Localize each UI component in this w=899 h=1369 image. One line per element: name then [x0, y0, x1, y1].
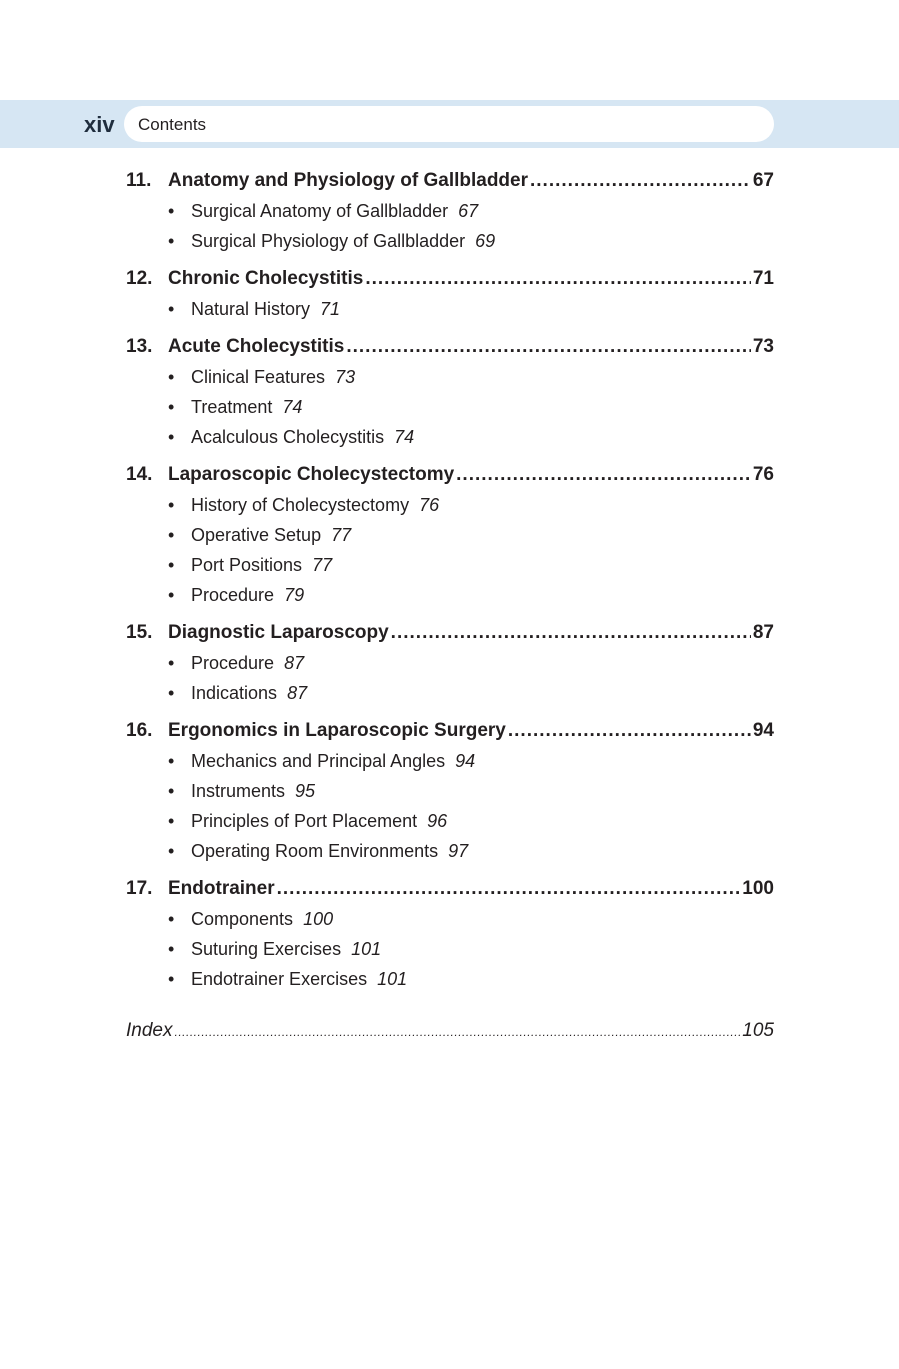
section-page-number: 101 — [377, 969, 408, 989]
bullet-icon: • — [168, 751, 175, 771]
chapter-entry — [126, 264, 774, 324]
section-title: History of Cholecystectomy — [191, 495, 410, 515]
bullet-icon: • — [168, 939, 175, 959]
chapter-title: Acute Cholecystitis — [168, 336, 345, 357]
page-number: xiv — [84, 112, 115, 137]
bullet-icon: • — [168, 683, 175, 703]
section-page-number: 67 — [458, 201, 479, 221]
chapter-title: Endotrainer — [168, 878, 275, 899]
header-title-pill — [124, 106, 774, 142]
section-page-number: 77 — [331, 525, 352, 545]
table-of-contents — [126, 166, 774, 1047]
bullet-icon: • — [168, 555, 175, 575]
section-item[interactable] — [126, 196, 774, 226]
chapter-heading[interactable] — [126, 166, 774, 196]
bullet-icon: • — [168, 653, 175, 673]
bullet-icon: • — [168, 231, 175, 251]
index-label: Index — [126, 1020, 173, 1041]
dot-leader — [530, 166, 751, 196]
chapter-number: 16. — [126, 720, 153, 741]
section-item[interactable] — [126, 904, 774, 934]
running-header-title: Contents — [138, 115, 207, 134]
section-page-number: 77 — [312, 555, 333, 575]
section-page-number: 87 — [287, 683, 308, 703]
chapter-number: 12. — [126, 268, 153, 289]
section-title: Instruments — [191, 781, 286, 801]
section-page-number: 79 — [284, 585, 305, 605]
chapter-entry — [126, 874, 774, 994]
dot-leader — [508, 716, 751, 746]
bullet-icon: • — [168, 397, 175, 417]
chapter-heading[interactable] — [126, 460, 774, 490]
section-title: Surgical Anatomy of Gallbladder — [191, 201, 449, 221]
chapter-entry — [126, 166, 774, 256]
section-title: Components — [191, 909, 294, 929]
section-title: Port Positions — [191, 555, 303, 575]
section-page-number: 101 — [351, 939, 382, 959]
index-entry[interactable] — [126, 1016, 774, 1047]
section-title: Procedure — [191, 585, 275, 605]
bullet-icon: • — [168, 841, 175, 861]
dot-leader — [174, 1017, 740, 1047]
section-item[interactable] — [126, 362, 774, 392]
chapter-heading[interactable] — [126, 716, 774, 746]
chapter-entry — [126, 618, 774, 708]
chapter-number: 15. — [126, 622, 153, 643]
section-title: Natural History — [191, 299, 311, 319]
section-item[interactable] — [126, 678, 774, 708]
chapter-page-number: 73 — [752, 336, 774, 357]
section-title: Operating Room Environments — [191, 841, 439, 861]
chapter-page-number: 87 — [752, 622, 774, 643]
section-title: Operative Setup — [191, 525, 322, 545]
chapter-entry — [126, 716, 774, 866]
section-title: Principles of Port Placement — [191, 811, 418, 831]
section-list — [126, 648, 774, 708]
dot-leader — [365, 264, 751, 294]
section-page-number: 74 — [394, 427, 415, 447]
section-title: Suturing Exercises — [191, 939, 342, 959]
chapter-number: 13. — [126, 336, 153, 357]
bullet-icon: • — [168, 299, 175, 319]
bullet-icon: • — [168, 495, 175, 515]
chapter-title: Ergonomics in Laparoscopic Surgery — [168, 720, 506, 741]
dot-leader — [456, 460, 751, 490]
bullet-icon: • — [168, 367, 175, 387]
chapter-entry — [126, 460, 774, 610]
section-item[interactable] — [126, 836, 774, 866]
bullet-icon: • — [168, 427, 175, 447]
chapter-page-number: 100 — [742, 878, 774, 899]
chapter-title: Diagnostic Laparoscopy — [168, 622, 389, 643]
chapter-heading[interactable] — [126, 874, 774, 904]
section-item[interactable] — [126, 964, 774, 994]
section-page-number: 97 — [448, 841, 469, 861]
section-page-number: 74 — [282, 397, 303, 417]
bullet-icon: • — [168, 781, 175, 801]
dot-leader — [391, 618, 751, 648]
chapter-number: 17. — [126, 878, 153, 899]
section-list — [126, 196, 774, 256]
bullet-icon: • — [168, 969, 175, 989]
section-title: Indications — [191, 683, 278, 703]
section-item[interactable] — [126, 490, 774, 520]
bullet-icon: • — [168, 585, 175, 605]
bullet-icon: • — [168, 201, 175, 221]
section-page-number: 71 — [320, 299, 341, 319]
section-title: Acalculous Cholecystitis — [191, 427, 385, 447]
index-page: 105 — [742, 1020, 774, 1041]
chapter-page-number: 71 — [752, 268, 774, 289]
chapter-heading[interactable] — [126, 264, 774, 294]
section-title: Mechanics and Principal Angles — [191, 751, 446, 771]
chapter-title: Anatomy and Physiology of Gallbladder — [168, 170, 528, 191]
chapter-title: Laparoscopic Cholecystectomy — [168, 464, 455, 485]
section-title: Treatment — [191, 397, 273, 417]
chapter-page-number: 94 — [752, 720, 774, 741]
section-page-number: 94 — [455, 751, 476, 771]
dot-leader — [277, 874, 741, 904]
chapter-entry — [126, 332, 774, 452]
dot-leader — [346, 332, 751, 362]
section-page-number: 87 — [284, 653, 305, 673]
section-title: Surgical Physiology of Gallbladder — [191, 231, 466, 251]
bullet-icon: • — [168, 811, 175, 831]
bullet-icon: • — [168, 909, 175, 929]
chapter-heading[interactable] — [126, 332, 774, 362]
section-page-number: 76 — [419, 495, 440, 515]
chapter-list — [126, 166, 774, 994]
chapter-page-number: 76 — [752, 464, 774, 485]
chapter-number: 11. — [126, 170, 152, 191]
chapter-page-number: 67 — [752, 170, 774, 191]
section-page-number: 100 — [303, 909, 334, 929]
section-title: Procedure — [191, 653, 275, 673]
section-page-number: 96 — [427, 811, 448, 831]
section-item[interactable] — [126, 294, 774, 324]
section-item[interactable] — [126, 934, 774, 964]
section-item[interactable] — [126, 776, 774, 806]
section-item[interactable] — [126, 648, 774, 678]
section-item[interactable] — [126, 392, 774, 422]
section-item[interactable] — [126, 520, 774, 550]
section-list — [126, 490, 774, 610]
chapter-heading[interactable] — [126, 618, 774, 648]
section-page-number: 73 — [335, 367, 356, 387]
section-item[interactable] — [126, 550, 774, 580]
section-list — [126, 746, 774, 866]
section-item[interactable] — [126, 422, 774, 452]
bullet-icon: • — [168, 525, 175, 545]
section-title: Endotrainer Exercises — [191, 969, 368, 989]
section-item[interactable] — [126, 580, 774, 610]
section-list — [126, 294, 774, 324]
section-list — [126, 362, 774, 452]
section-item[interactable] — [126, 746, 774, 776]
section-page-number: 95 — [295, 781, 316, 801]
section-title: Clinical Features — [191, 367, 326, 387]
chapter-number: 14. — [126, 464, 153, 485]
section-page-number: 69 — [475, 231, 496, 251]
section-item[interactable] — [126, 226, 774, 256]
chapter-title: Chronic Cholecystitis — [168, 268, 364, 289]
section-item[interactable] — [126, 806, 774, 836]
section-list — [126, 904, 774, 994]
